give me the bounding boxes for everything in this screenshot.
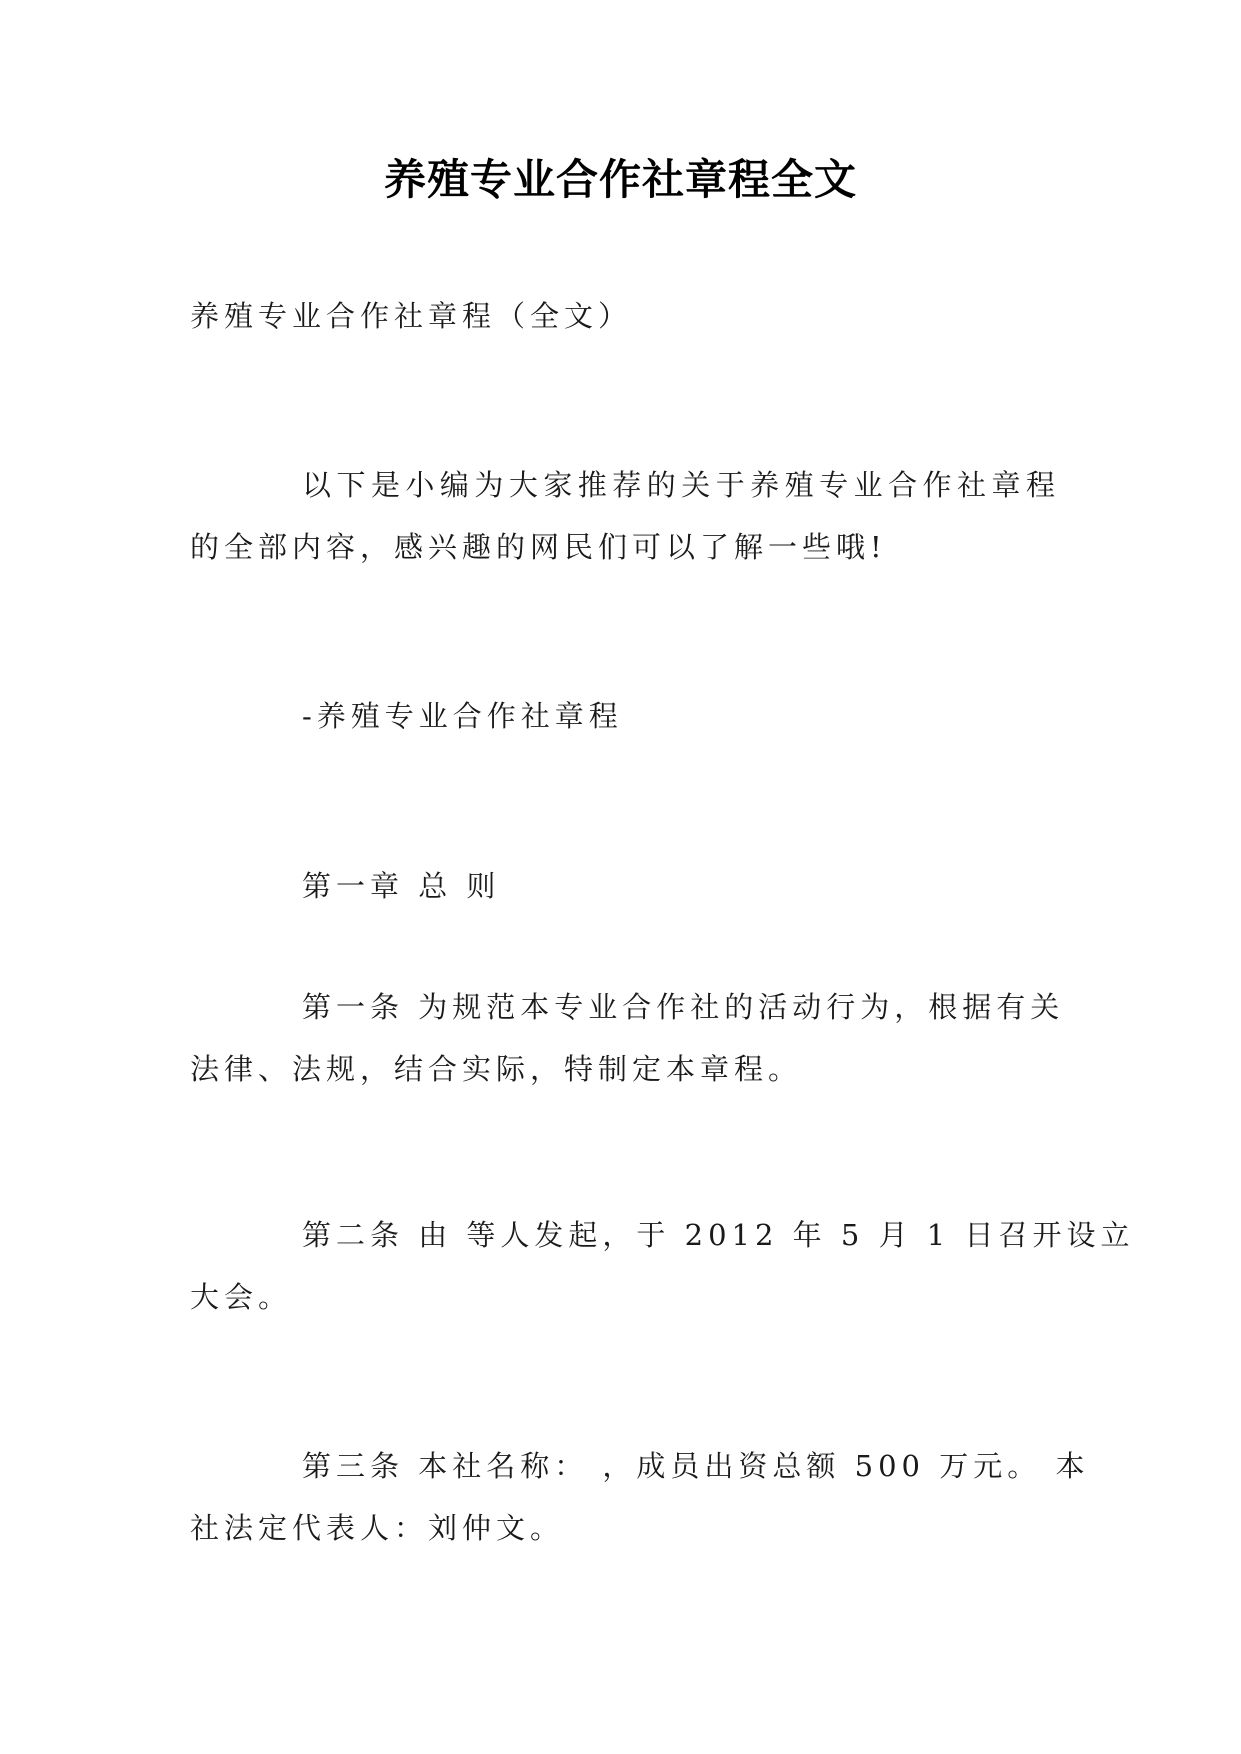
intro-paragraph-line-1: 以下是小编为大家推荐的关于养殖专业合作社章程 — [302, 468, 1060, 502]
article-3-line-1: 第三条 本社名称： ，成员出资总额 500 万元。 本 — [302, 1449, 1090, 1483]
article-1-line-2: 法律、法规，结合实际，特制定本章程。 — [190, 1052, 803, 1086]
intro-paragraph-line-2: 的全部内容，感兴趣的网民们可以了解一些哦! — [190, 530, 887, 564]
chapter-heading: 第一章 总 则 — [302, 869, 501, 903]
article-2-line-1: 第二条 由 等人发起，于 2012 年 5 月 1 日召开设立 — [302, 1218, 1135, 1252]
section-heading: -养殖专业合作社章程 — [302, 699, 623, 733]
article-1-line-1: 第一条 为规范本专业合作社的活动行为，根据有关 — [302, 990, 1065, 1024]
article-2-line-2: 大会。 — [190, 1280, 293, 1314]
article-3-line-2: 社法定代表人：刘仲文。 — [190, 1511, 565, 1545]
document-subtitle: 养殖专业合作社章程（全文） — [190, 299, 633, 333]
document-title: 养殖专业合作社章程全文 — [383, 155, 857, 204]
